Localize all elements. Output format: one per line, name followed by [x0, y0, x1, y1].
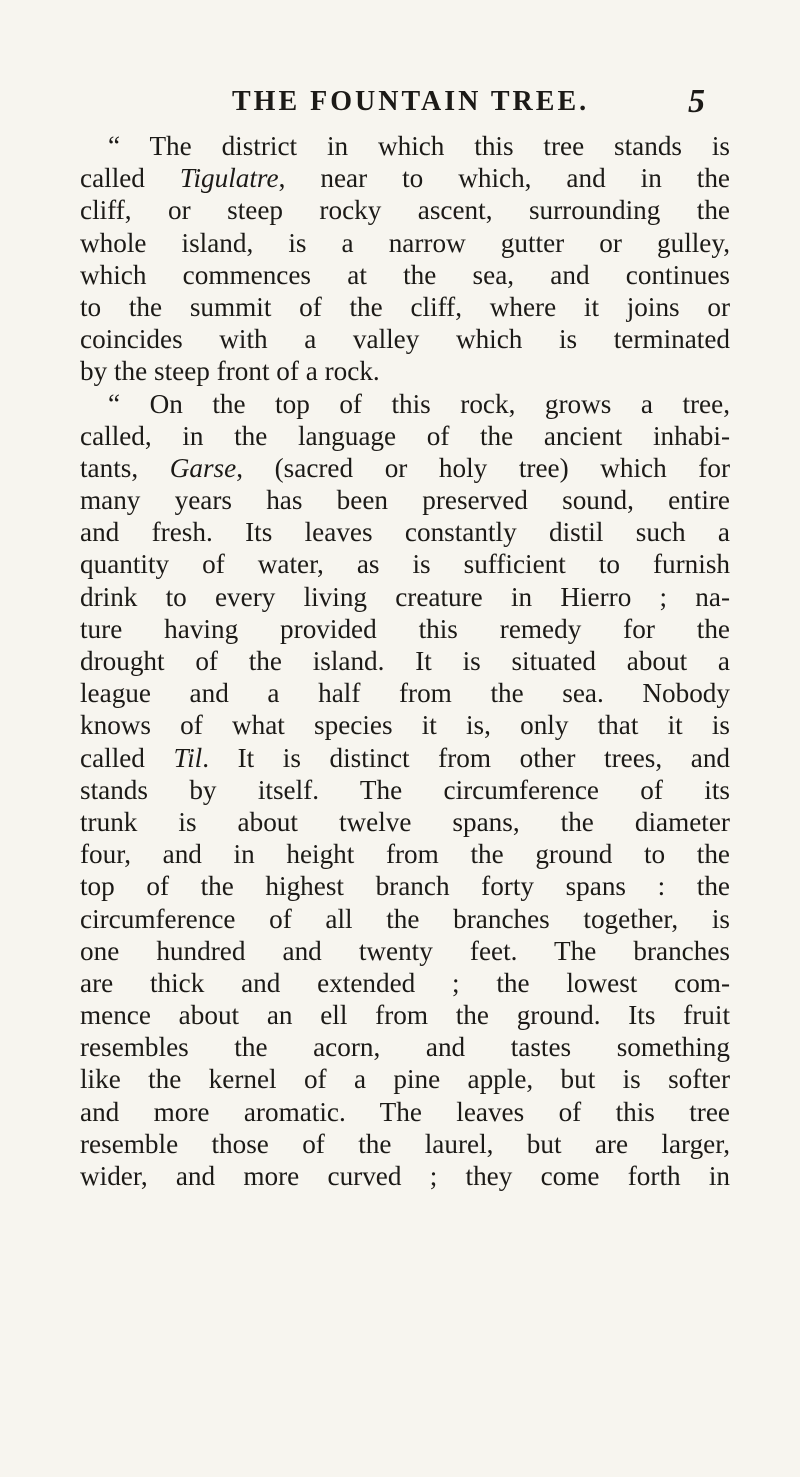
page-number: 5: [688, 83, 705, 120]
text-line: called, in the language of the ancient inhabi-: [80, 420, 730, 451]
text-line: league and a half from the sea. Nobody: [80, 678, 730, 709]
text-line: ture having provided this remedy for the: [80, 613, 730, 644]
text-line: called Tigulatre, near to which, and in the: [80, 163, 730, 194]
text-line: many years has been preserved sound, entire: [80, 485, 730, 516]
text-line: drink to every living creature in Hierro ; na-: [80, 581, 730, 612]
text-line: resembles the acorn, and tastes something: [80, 1032, 730, 1063]
text-line: cliff, or steep rocky ascent, surrounding the: [80, 195, 730, 226]
text-line: like the kernel of a pine apple, but is softer: [80, 1064, 730, 1095]
text-line: wider, and more curved ; they come forth in: [80, 1161, 730, 1191]
tree-name: Til: [173, 742, 203, 773]
text-line: are thick and extended ; the lowest com-: [80, 967, 730, 998]
text-line: drought of the island. It is situated about a: [80, 646, 730, 676]
place-name: Tigulatre: [179, 163, 279, 194]
text-line: trunk is about twelve spans, the diameter: [80, 806, 730, 837]
text-line: called Til. It is distinct from other trees, and: [80, 742, 730, 773]
text-line: and more aromatic. The leaves of this tree: [80, 1096, 730, 1127]
page-header: [0, 83, 800, 126]
text-line: quantity of water, as is sufficient to furnish: [80, 549, 730, 580]
text-line: to the summit of the cliff, where it joins or: [80, 291, 730, 322]
text-line: resemble those of the laurel, but are larger,: [80, 1128, 730, 1159]
text-line: mence about an ell from the ground. Its fruit: [80, 1000, 730, 1031]
text-line: by the steep front of a rock.: [80, 356, 380, 387]
text-line: four, and in height from the ground to the: [80, 839, 730, 870]
text-line: “ The district in which this tree stands is: [108, 131, 730, 161]
text-line: top of the highest branch forty spans : the: [80, 871, 730, 902]
text-line: which commences at the sea, and continues: [80, 259, 730, 290]
text-line: knows of what species it is, only that it is: [80, 710, 730, 741]
text-line: coincides with a valley which is terminated: [80, 324, 730, 355]
text-line: tants, Garse, (sacred or holy tree) which for: [80, 452, 730, 483]
text-line: and fresh. Its leaves constantly distil such a: [80, 517, 730, 548]
tree-name: Garse: [169, 452, 237, 483]
text-line: “ On the top of this rock, grows a tree,: [108, 388, 730, 419]
text-line: circumference of all the branches together, is: [80, 903, 730, 934]
text-line: stands by itself. The circumference of its: [80, 774, 730, 805]
body-text: [80, 130, 730, 1192]
running-head: THE FOUNTAIN TREE.: [232, 86, 590, 117]
text-line: whole island, is a narrow gutter or gulley,: [80, 227, 730, 258]
text-line: one hundred and twenty feet. The branches: [80, 935, 730, 966]
